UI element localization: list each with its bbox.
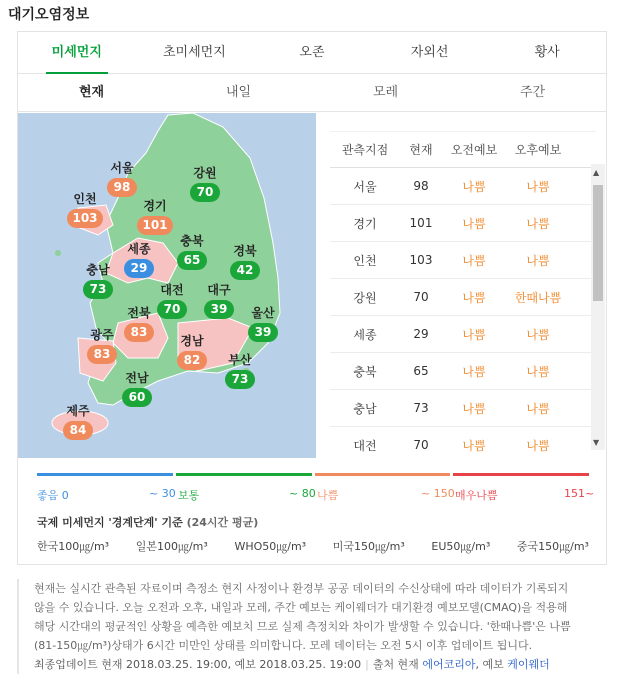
map-region-gyeongnam[interactable] bbox=[168, 334, 216, 370]
map-region-chungbuk[interactable] bbox=[168, 234, 216, 270]
pm-forecast: 나쁨 bbox=[526, 253, 550, 268]
table-scrollbar[interactable] bbox=[591, 164, 605, 450]
intl-standard-title bbox=[37, 514, 258, 530]
time-tabs bbox=[18, 74, 606, 112]
legend-very-bad: 매우나쁨 bbox=[455, 489, 498, 502]
current-value: 29 bbox=[413, 327, 429, 341]
legend-bad: 나쁨 bbox=[317, 489, 339, 502]
region-value-badge: 83 bbox=[87, 345, 117, 364]
legend-150: ~ 150 bbox=[421, 487, 455, 500]
am-forecast: 나쁨 bbox=[462, 401, 486, 416]
tab-uv[interactable]: 자외선 bbox=[410, 45, 449, 60]
table-header bbox=[330, 131, 596, 168]
station-name: 서울 bbox=[353, 179, 377, 194]
legend-80: ~ 80 bbox=[289, 487, 316, 500]
station-name: 세종 bbox=[353, 327, 377, 342]
legend-bar-very-bad bbox=[453, 473, 589, 476]
pollutant-tabs bbox=[18, 32, 606, 74]
map-region-gwangju[interactable] bbox=[78, 328, 126, 364]
region-value-badge: 73 bbox=[225, 370, 255, 389]
map-region-busan[interactable] bbox=[216, 353, 264, 389]
tab-fine-dust[interactable]: 미세먼지 bbox=[18, 32, 136, 73]
region-name: 경남 bbox=[180, 334, 204, 348]
table-row bbox=[330, 242, 596, 279]
header-pm: 오후예보 bbox=[514, 143, 562, 157]
subtab-now[interactable]: 현재 bbox=[78, 85, 105, 100]
pm-forecast: 나쁨 bbox=[526, 179, 550, 194]
region-name: 대전 bbox=[160, 283, 184, 297]
map-region-gyeongbuk[interactable] bbox=[221, 244, 269, 280]
std-korea: 한국100㎍/m³ bbox=[37, 540, 110, 553]
update-info bbox=[34, 655, 607, 674]
table-row bbox=[330, 427, 596, 458]
pm-forecast: 한때나쁨 bbox=[514, 290, 562, 305]
scroll-up-icon[interactable]: ▲ bbox=[593, 168, 600, 177]
current-value: 98 bbox=[413, 179, 429, 193]
std-eu: EU50㎍/m³ bbox=[431, 540, 491, 553]
subtab-day-after[interactable]: 모레 bbox=[372, 85, 399, 100]
std-usa: 미국150㎍/m³ bbox=[332, 540, 405, 553]
region-value-badge: 84 bbox=[63, 421, 93, 440]
legend-good: 좋음 0 bbox=[37, 489, 69, 502]
table-row bbox=[330, 168, 596, 205]
pm-forecast: 나쁨 bbox=[526, 216, 550, 231]
region-name: 충남 bbox=[86, 263, 110, 277]
legend-151: 151~ bbox=[564, 487, 595, 500]
region-value-badge: 98 bbox=[107, 178, 137, 197]
tab-yellow-dust[interactable]: 황사 bbox=[534, 45, 560, 60]
legend-bar-bad bbox=[315, 473, 451, 476]
table-row bbox=[330, 316, 596, 353]
current-value: 103 bbox=[409, 253, 433, 267]
scroll-down-icon[interactable]: ▼ bbox=[593, 438, 600, 447]
legend-bar-good bbox=[37, 473, 173, 476]
tab-ultrafine-dust[interactable]: 초미세먼지 bbox=[162, 45, 226, 60]
region-value-badge: 83 bbox=[124, 323, 154, 342]
map-region-jeonnam[interactable] bbox=[113, 371, 161, 407]
region-name: 인천 bbox=[73, 192, 97, 206]
subtab-tomorrow[interactable]: 내일 bbox=[225, 85, 252, 100]
update-time: 최종업데이트 현재 2018.03.25. 19:00, 예보 2018.03.25. 19:00 bbox=[34, 658, 362, 671]
source-link-airkorea[interactable]: 에어코리아 bbox=[422, 658, 476, 671]
map-region-gyeonggi[interactable] bbox=[131, 199, 179, 235]
am-forecast: 나쁨 bbox=[462, 438, 486, 453]
station-name: 경기 bbox=[353, 216, 377, 231]
legend-normal: 보통 bbox=[178, 489, 200, 502]
region-name: 경북 bbox=[233, 244, 257, 258]
region-value-badge: 101 bbox=[137, 216, 172, 235]
pm-forecast: 나쁨 bbox=[526, 401, 550, 416]
map-region-ulsan[interactable] bbox=[239, 306, 287, 342]
region-value-badge: 82 bbox=[177, 351, 207, 370]
map-region-daegu[interactable] bbox=[195, 283, 243, 319]
korea-map bbox=[18, 113, 316, 458]
air-quality-panel bbox=[17, 31, 607, 565]
region-value-badge: 73 bbox=[83, 280, 113, 299]
pm-forecast: 나쁨 bbox=[526, 364, 550, 379]
standard-sub-text: (24시간 평균) bbox=[186, 516, 259, 529]
table-row bbox=[330, 390, 596, 427]
region-name: 충북 bbox=[180, 234, 204, 248]
current-value: 101 bbox=[409, 216, 433, 230]
std-who: WHO50㎍/m³ bbox=[234, 540, 307, 553]
legend-bars bbox=[37, 473, 589, 476]
map-region-sejong[interactable] bbox=[115, 242, 163, 278]
subtab-weekly[interactable]: 주간 bbox=[519, 85, 546, 100]
region-value-badge: 65 bbox=[177, 251, 207, 270]
region-name: 전북 bbox=[127, 306, 151, 320]
region-value-badge: 103 bbox=[67, 209, 102, 228]
region-value-badge: 60 bbox=[122, 388, 152, 407]
scrollbar-thumb[interactable] bbox=[593, 185, 603, 301]
region-name: 경기 bbox=[143, 199, 167, 213]
region-value-badge: 42 bbox=[230, 261, 260, 280]
region-name: 전남 bbox=[125, 371, 149, 385]
region-name: 세종 bbox=[127, 242, 151, 256]
region-value-badge: 39 bbox=[204, 300, 234, 319]
legend-30: ~ 30 bbox=[149, 487, 176, 500]
pm-forecast: 나쁨 bbox=[526, 438, 550, 453]
note-line: 않을 수 있습니다. 오늘 오전과 오후, 내일과 모레, 주간 예보는 케이웨더가 대기환경 예보모델(CMAQ)을 적용해 bbox=[34, 601, 568, 614]
current-value: 73 bbox=[413, 401, 429, 415]
source-link-kweather[interactable]: 케이웨더 bbox=[507, 658, 550, 671]
map-region-incheon[interactable] bbox=[61, 192, 109, 228]
note-line: 해당 시간대의 평균적인 상황을 예측한 예보치 므로 실제 측정치와 차이가 발생할 수 있습니다. '한때나쁨'은 나쁨 bbox=[34, 620, 571, 633]
am-forecast: 나쁨 bbox=[462, 364, 486, 379]
station-table bbox=[316, 113, 608, 458]
region-name: 울산 bbox=[251, 306, 275, 320]
am-forecast: 나쁨 bbox=[462, 216, 486, 231]
std-japan: 일본100㎍/m³ bbox=[135, 540, 208, 553]
station-name: 강원 bbox=[353, 290, 377, 305]
current-value: 65 bbox=[413, 364, 429, 378]
std-china: 중국150㎍/m³ bbox=[516, 540, 589, 553]
note-line: 현재는 실시간 관측된 자료이며 측정소 현지 사정이나 환경부 공공 데이터의 수신상태에 따라 데이터가 기록되지 bbox=[34, 582, 569, 595]
station-name: 대전 bbox=[353, 438, 377, 453]
station-name: 충남 bbox=[353, 401, 377, 416]
divider: | bbox=[365, 658, 369, 671]
header-now: 현재 bbox=[409, 143, 433, 157]
region-name: 광주 bbox=[90, 328, 114, 342]
page-title: 대기오염정보 bbox=[8, 7, 90, 23]
pm-forecast: 나쁨 bbox=[526, 327, 550, 342]
region-name: 제주 bbox=[66, 404, 90, 418]
region-value-badge: 39 bbox=[248, 323, 278, 342]
map-region-gangwon[interactable] bbox=[181, 166, 229, 202]
region-value-badge: 29 bbox=[124, 259, 154, 278]
map-region-chungnam[interactable] bbox=[74, 263, 122, 299]
legend bbox=[37, 473, 595, 505]
am-forecast: 나쁨 bbox=[462, 290, 486, 305]
region-value-badge: 70 bbox=[190, 183, 220, 202]
legend-bar-normal bbox=[176, 473, 312, 476]
table-row bbox=[330, 205, 596, 242]
am-forecast: 나쁨 bbox=[462, 327, 486, 342]
station-name: 인천 bbox=[353, 253, 377, 268]
table-row bbox=[330, 279, 596, 316]
region-value-badge: 70 bbox=[157, 300, 187, 319]
standard-title-text: 국제 미세먼지 '경계단계' 기준 bbox=[37, 516, 183, 529]
header-station: 관측지점 bbox=[341, 143, 389, 157]
current-value: 70 bbox=[413, 290, 429, 304]
am-forecast: 나쁨 bbox=[462, 179, 486, 194]
am-forecast: 나쁨 bbox=[462, 253, 486, 268]
source-label: 출처 현재 bbox=[372, 658, 419, 671]
table-row bbox=[330, 353, 596, 390]
source-mid: , 예보 bbox=[475, 658, 504, 671]
current-value: 70 bbox=[413, 438, 429, 452]
region-name: 서울 bbox=[110, 161, 134, 175]
station-name: 충북 bbox=[353, 364, 377, 379]
region-name: 부산 bbox=[228, 353, 252, 367]
tab-ozone[interactable]: 오존 bbox=[299, 45, 325, 60]
map-region-jeju[interactable] bbox=[54, 404, 102, 440]
intl-standard-list bbox=[37, 538, 589, 554]
info-note bbox=[17, 579, 607, 674]
region-name: 강원 bbox=[193, 166, 217, 180]
note-line: (81-150㎍/m³)상태가 6시간 미만인 상태를 의미합니다. 모레 데이터는 오전 5시 이후 업데이트 됩니다. bbox=[34, 639, 533, 652]
header-am: 오전예보 bbox=[450, 143, 498, 157]
region-name: 대구 bbox=[207, 283, 231, 297]
